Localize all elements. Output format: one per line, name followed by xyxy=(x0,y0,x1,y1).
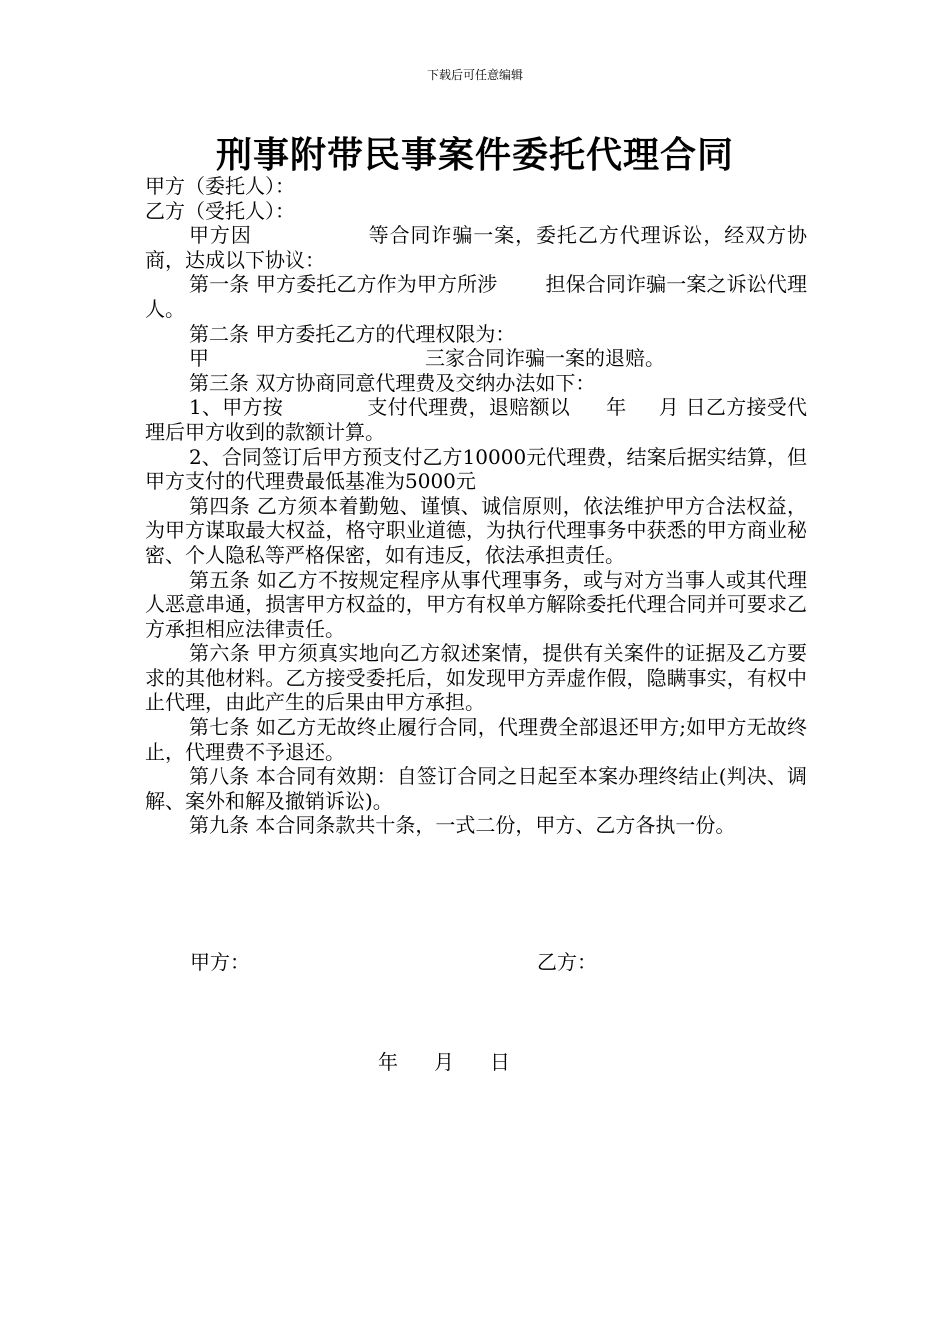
signature-party-a: 甲方： xyxy=(190,950,250,974)
signature-party-b: 乙方： xyxy=(537,950,597,974)
article-8: 第八条 本合同有效期：自签订合同之日起至本案办理终结止(判决、调解、案外和解及撤销诉讼)。 xyxy=(145,764,807,813)
article-5: 第五条 如乙方不按规定程序从事代理事务，或与对方当事人或其代理人恶意串通，损害甲方权益的，甲方有权单方解除委托代理合同并可要求乙方承担相应法律责任。 xyxy=(145,567,807,641)
article-4: 第四条 乙方须本着勤勉、谨慎、诚信原则，依法维护甲方合法权益，为甲方谋取最大权益，格守职业道德，为执行代理事务中获悉的甲方商业秘密、个人隐私等严格保密，如有违反，依法承担责任。 xyxy=(145,493,807,567)
article-9: 第九条 本合同条款共十条，一式二份，甲方、乙方各执一份。 xyxy=(189,813,736,838)
document-title: 刑事附带民事案件委托代理合同 xyxy=(215,135,734,176)
article-3-item-2: 2、合同签订后甲方预支付乙方10000元代理费，结案后据实结算，但甲方支付的代理费最低基准为5000元 xyxy=(145,444,807,494)
article-6: 第六条 甲方须真实地向乙方叙述案情，提供有关案件的证据及乙方要求的其他材料。乙方接受委托后，如发现甲方弄虚作假，隐瞒事实，有权中止代理，由此产生的后果由甲方承担。 xyxy=(145,641,807,715)
article-3-item-1: 1、甲方按 支付代理费，退赔额以 年 月 日乙方接受代理后甲方收到的款额计算。 xyxy=(145,395,807,444)
article-3: 第三条 双方协商同意代理费及交纳办法如下： xyxy=(189,370,596,395)
page-header: 下载后可任意编辑 xyxy=(426,68,523,82)
article-2: 第二条 甲方委托乙方的代理权限为： xyxy=(189,321,516,346)
party-a-label: 甲方（委托人）： xyxy=(145,174,295,198)
signature-date xyxy=(378,1046,510,1075)
contract-body xyxy=(145,174,807,838)
article-2-line: 甲 三家合同诈骗一案的退赔。 xyxy=(189,346,665,371)
article-7: 第七条 如乙方无故终止履行合同，代理费全部退还甲方;如甲方无故终止，代理费不予退还。 xyxy=(145,715,807,764)
party-b-label: 乙方（受托人）： xyxy=(145,198,295,223)
intro-paragraph: 甲方因 等合同诈骗一案，委托乙方代理诉讼，经双方协商，达成以下协议： xyxy=(145,223,807,272)
date-year: 年 xyxy=(378,1050,398,1074)
article-1: 第一条 甲方委托乙方作为甲方所涉 担保合同诈骗一案之诉讼代理人。 xyxy=(145,272,808,321)
date-month: 月 xyxy=(434,1050,454,1074)
date-day: 日 xyxy=(490,1050,510,1074)
